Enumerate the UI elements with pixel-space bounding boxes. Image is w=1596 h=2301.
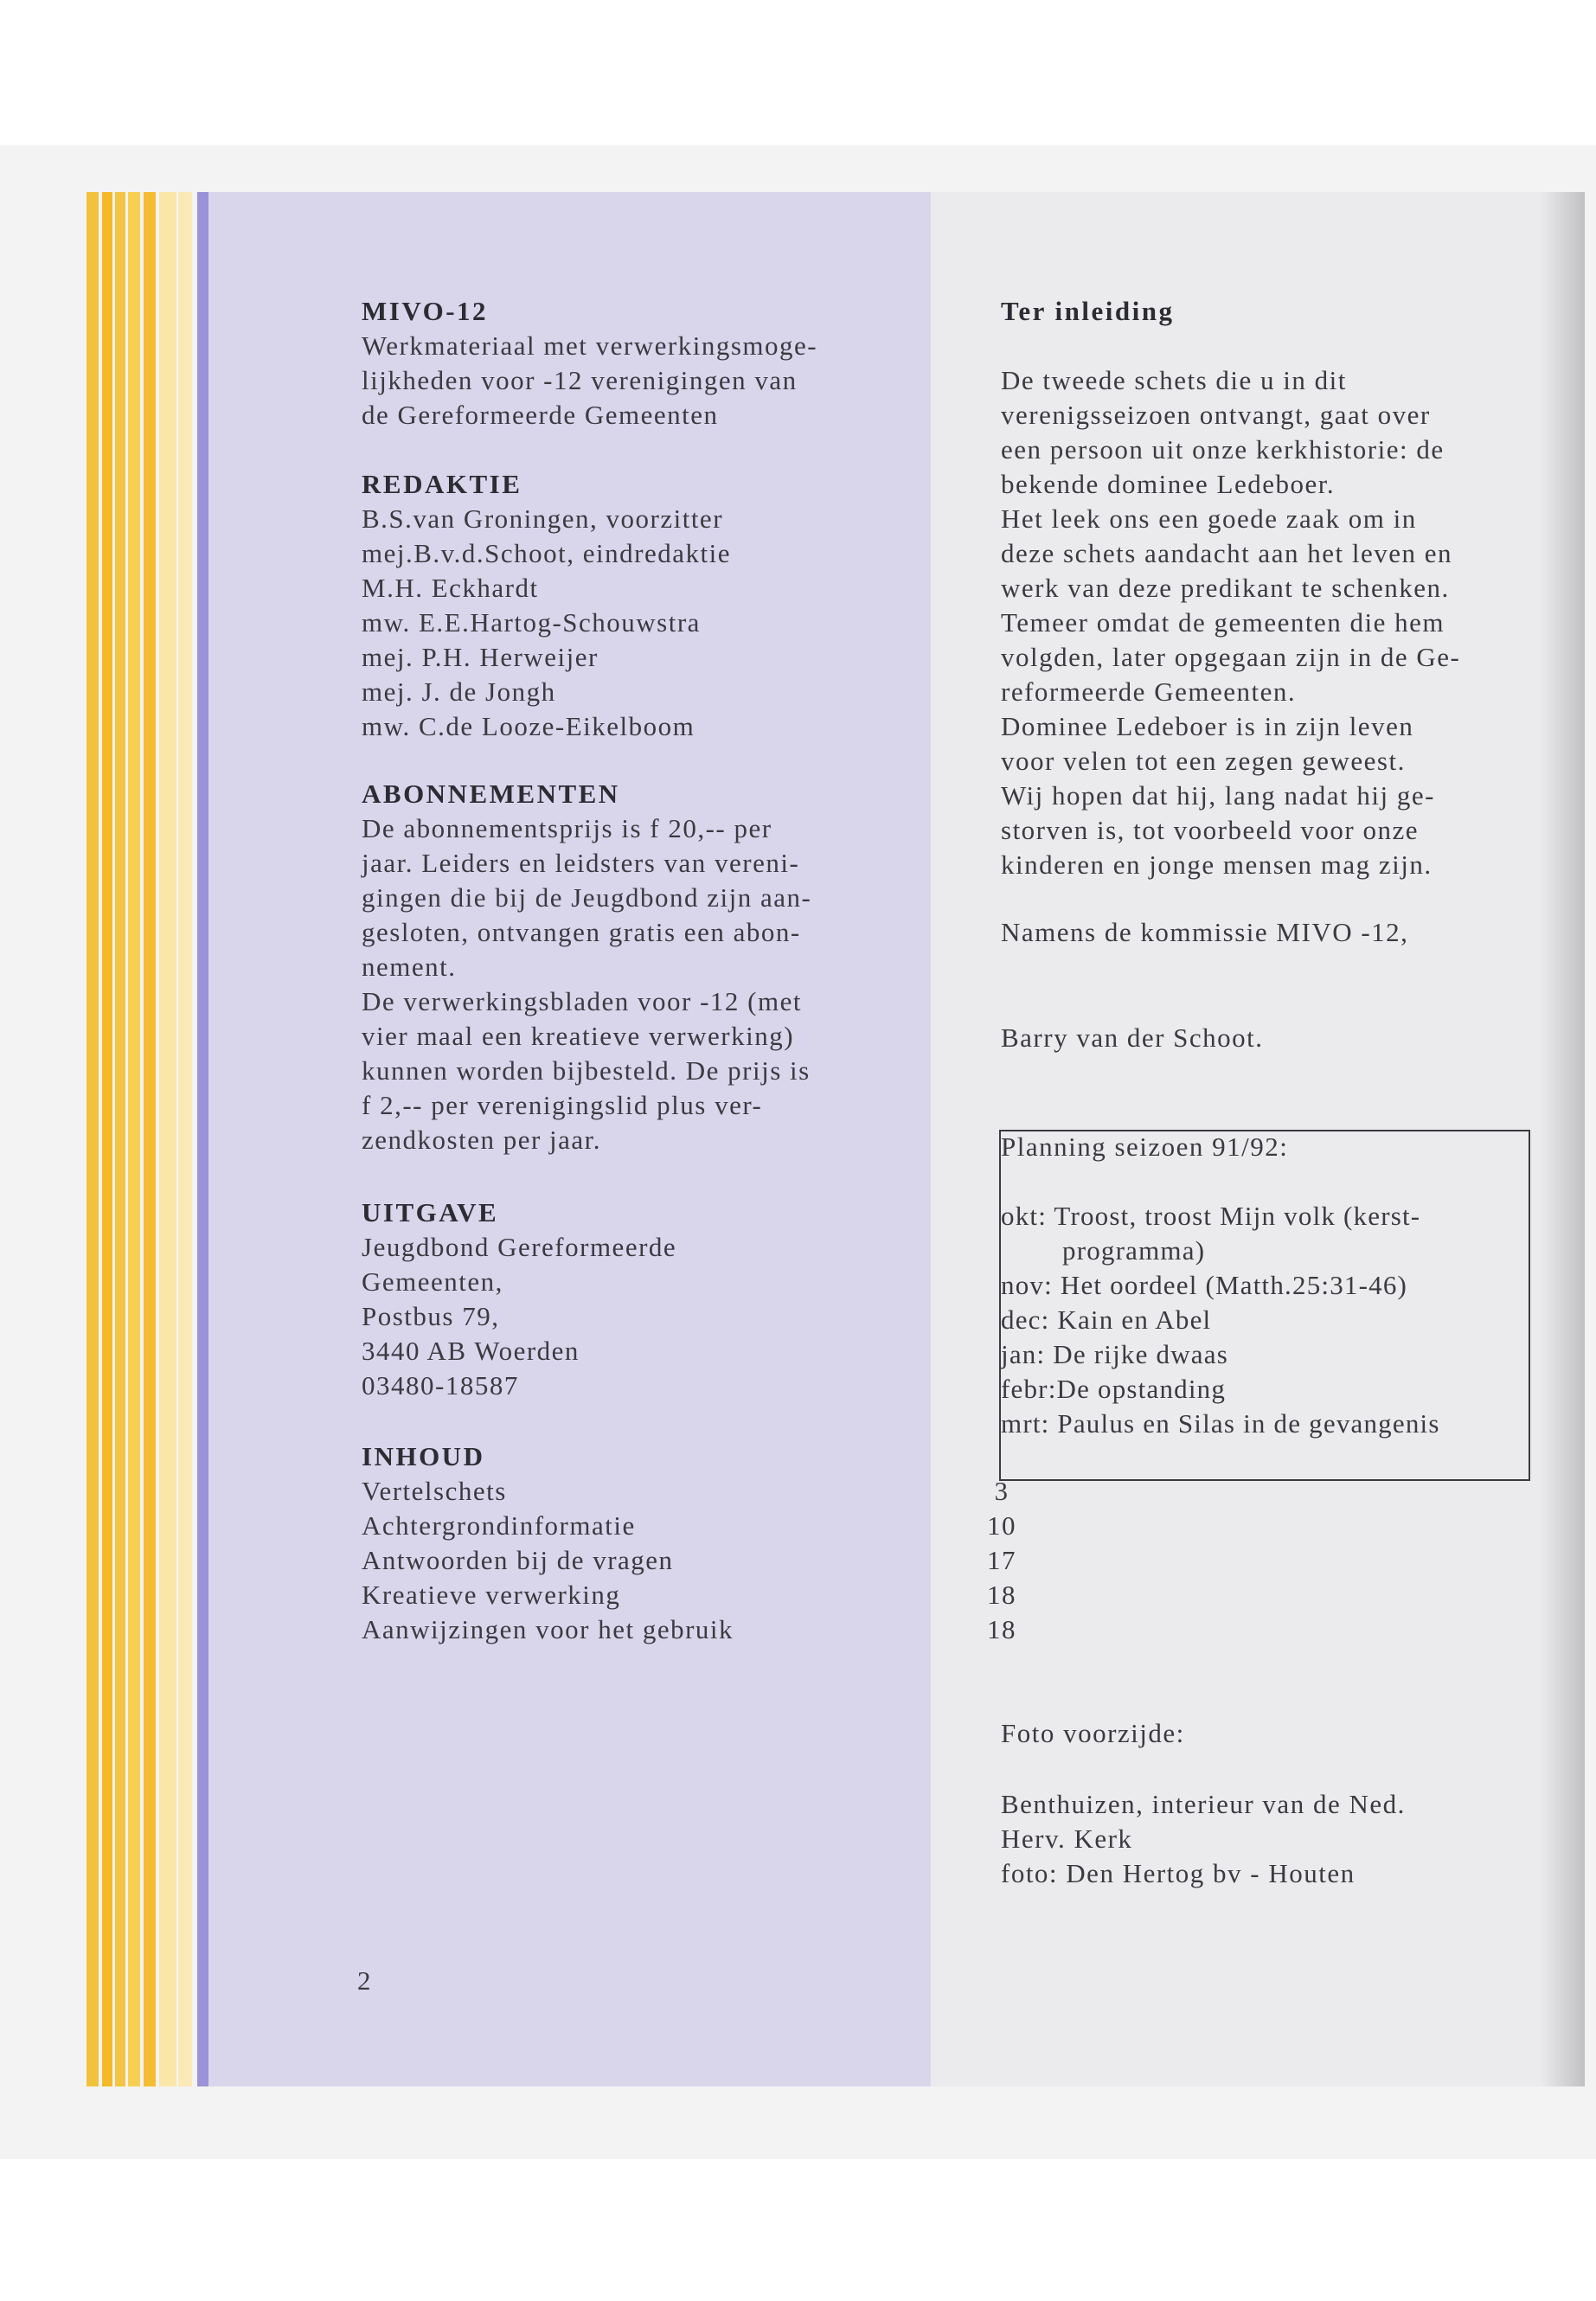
abonnementen-line: zendkosten per jaar. — [362, 1125, 602, 1155]
abonnementen-line: kunnen worden bijbesteld. De prijs is — [362, 1055, 811, 1086]
page-edge — [144, 192, 156, 2086]
page-edge — [115, 192, 125, 2086]
abonnementen-line: nement. — [362, 952, 457, 982]
uitgave-line: Postbus 79, — [362, 1301, 500, 1331]
inleiding-line: bekende dominee Ledeboer. — [1001, 469, 1336, 499]
uitgave-line: Jeugdbond Gereformeerde — [362, 1232, 677, 1262]
abonnementen-line: gesloten, ontvangen gratis een abon- — [362, 917, 801, 947]
redaktie-line: mw. E.E.Hartog-Schouwstra — [362, 607, 701, 638]
foto-line: foto: Den Hertog bv - Houten — [1001, 1858, 1356, 1888]
page-edge — [87, 192, 99, 2086]
page-edge — [159, 192, 176, 2086]
inleiding-line: werk van deze predikant te schenken. — [1001, 573, 1450, 603]
planning-row: okt: Troost, troost Mijn volk (kerst- — [1001, 1201, 1421, 1231]
abonnementen-line: gingen die bij de Jeugdbond zijn aan- — [362, 882, 812, 913]
redaktie-line: mej.B.v.d.Schoot, eindredaktie — [362, 538, 731, 568]
inleiding-line: reformeerde Gemeenten. — [1001, 676, 1297, 707]
inleiding-line: een persoon uit onze kerkhistorie: de — [1001, 434, 1445, 465]
inleiding-line: kinderen en jonge mensen mag zijn. — [1001, 849, 1433, 880]
mivo-line: Werkmateriaal met verwerkingsmoge- — [362, 330, 818, 361]
inleiding-line: verenigsseizoen ontvangt, gaat over — [1001, 400, 1431, 430]
page-edge — [102, 192, 112, 2086]
toc-row — [362, 1509, 1023, 1543]
redaktie-line: mw. C.de Looze-Eikelboom — [362, 711, 695, 741]
inleiding-line: deze schets aandacht aan het leven en — [1001, 538, 1452, 568]
redaktie-line: B.S.van Groningen, voorzitter — [362, 503, 724, 534]
abonnementen-title: ABONNEMENTEN — [362, 779, 620, 809]
page-edge — [178, 192, 192, 2086]
inleiding-line: De tweede schets die u in dit — [1001, 365, 1347, 395]
uitgave-section — [362, 1195, 898, 1403]
toc-page: 18 — [987, 1614, 1016, 1644]
planning-row: programma) — [1062, 1235, 1206, 1266]
foto-line: Benthuizen, interieur van de Ned. — [1001, 1789, 1406, 1819]
planning-row: dec: Kain en Abel — [1001, 1304, 1212, 1335]
uitgave-line: Gemeenten, — [362, 1266, 503, 1297]
abonnementen-section — [362, 777, 898, 1157]
inleiding-line: voor velen tot een zegen geweest. — [1001, 746, 1406, 776]
foto-line: Herv. Kerk — [1001, 1823, 1133, 1854]
toc-label: Kreatieve verwerking — [362, 1580, 621, 1610]
toc-page: 17 — [987, 1545, 1016, 1575]
mivo-section — [362, 294, 898, 433]
abonnementen-line: f 2,-- per verenigingslid plus ver- — [362, 1090, 763, 1120]
inleiding-line: storven is, tot voorbeeld voor onze — [1001, 815, 1419, 845]
page-edge — [128, 192, 140, 2086]
toc-label: Aanwijzingen voor het gebruik — [362, 1614, 734, 1644]
toc-row — [362, 1612, 1023, 1647]
inleiding-line: volgden, later opgegaan zijn in de Ge- — [1001, 642, 1461, 672]
toc-row — [362, 1578, 1023, 1612]
inleiding-line: Wij hopen dat hij, lang nadat hij ge- — [1001, 780, 1435, 811]
toc-label: Achtergrondinformatie — [362, 1510, 636, 1541]
redaktie-title: REDAKTIE — [362, 469, 522, 499]
inleiding-line: Het leek ons een goede zaak om in — [1001, 503, 1417, 534]
uitgave-line: 3440 AB Woerden — [362, 1336, 580, 1366]
planning-row: jan: De rijke dwaas — [1001, 1339, 1228, 1369]
redaktie-section — [362, 467, 898, 744]
planning-row: nov: Het oordeel (Matth.25:31-46) — [1001, 1270, 1408, 1300]
uitgave-line: 03480-18587 — [362, 1370, 519, 1400]
abonnementen-line: jaar. Leiders en leidsters van vereni- — [362, 848, 800, 878]
page-number: 2 — [357, 1965, 372, 1996]
toc-label: Antwoorden bij de vragen — [362, 1545, 674, 1575]
namens-line: Namens de kommissie MIVO -12, — [1001, 917, 1409, 947]
page-gutter-shadow — [1540, 192, 1585, 2086]
inhoud-section — [362, 1439, 1054, 1647]
inleiding-line: Temeer omdat de gemeenten die hem — [1001, 607, 1445, 638]
inhoud-title: INHOUD — [362, 1441, 485, 1471]
foto-title: Foto voorzijde: — [1001, 1718, 1185, 1748]
redaktie-line: mej. J. de Jongh — [362, 676, 556, 707]
toc-label: Vertelschets — [362, 1476, 507, 1506]
uitgave-title: UITGAVE — [362, 1197, 499, 1227]
inleiding-line: Dominee Ledeboer is in zijn leven — [1001, 711, 1414, 741]
toc-page: 10 — [987, 1510, 1016, 1541]
planning-row: mrt: Paulus en Silas in de gevangenis — [1001, 1408, 1440, 1439]
redaktie-line: mej. P.H. Herweijer — [362, 642, 599, 672]
inleiding-title: Ter inleiding — [1001, 296, 1175, 326]
signature: Barry van der Schoot. — [1001, 1022, 1264, 1053]
mivo-line: lijkheden voor -12 verenigingen van — [362, 365, 798, 395]
planning-title: Planning seizoen 91/92: — [1001, 1131, 1289, 1162]
abonnementen-line: De verwerkingsbladen voor -12 (met — [362, 986, 802, 1016]
mivo-line: de Gereformeerde Gemeenten — [362, 400, 719, 430]
toc-page: 18 — [987, 1580, 1016, 1610]
toc-page: 3 — [994, 1476, 1010, 1506]
redaktie-line: M.H. Eckhardt — [362, 573, 539, 603]
abonnementen-line: De abonnementsprijs is f 20,-- per — [362, 813, 772, 843]
mivo-title: MIVO-12 — [362, 296, 489, 326]
inleiding-section — [1001, 294, 1533, 882]
toc-row — [362, 1543, 1023, 1578]
toc-row — [362, 1474, 1023, 1509]
planning-row: febr:De opstanding — [1001, 1374, 1227, 1404]
abonnementen-line: vier maal een kreatieve verwerking) — [362, 1021, 795, 1051]
foto-section — [1001, 1716, 1533, 1891]
